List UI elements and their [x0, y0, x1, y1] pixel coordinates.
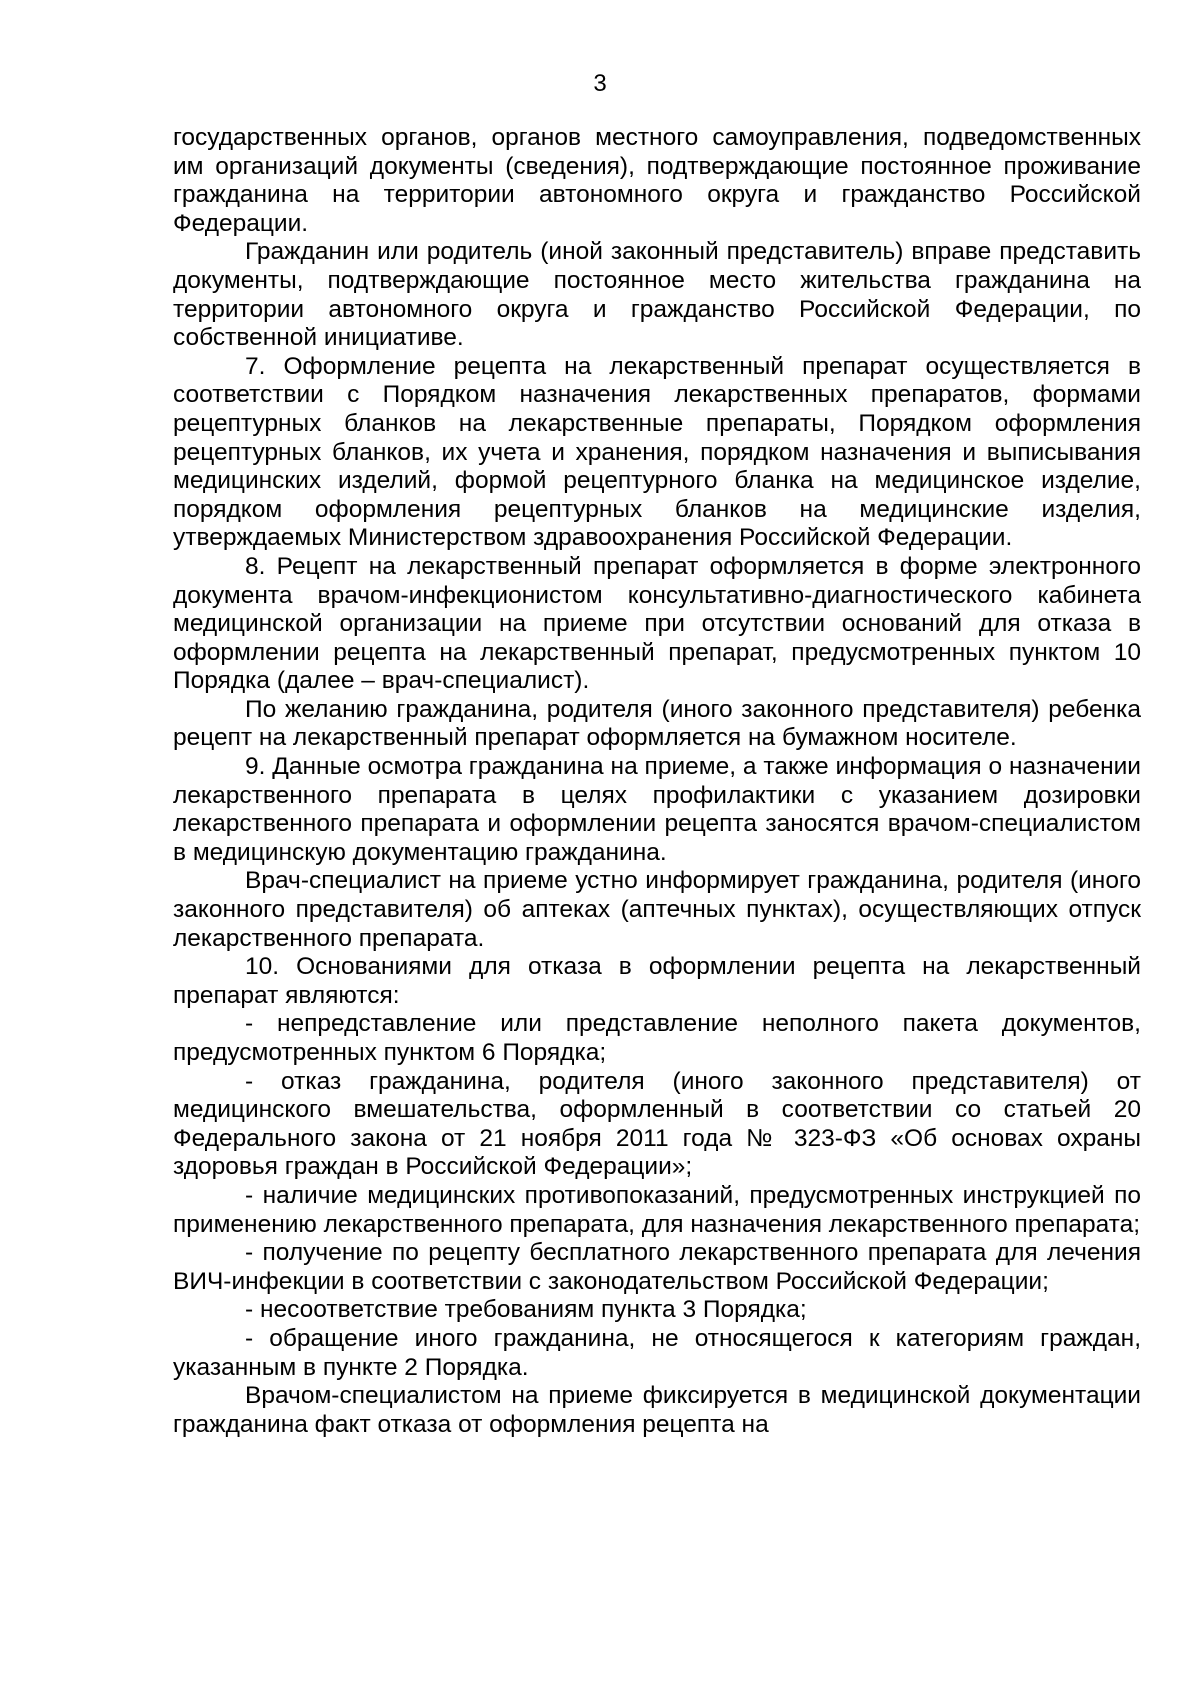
- paragraph: Врач-специалист на приеме устно информирует гражданина, родителя (иного законного представителя) об аптеках (аптечных пунктах), осуществляющих отпуск лекарственного препарата.: [173, 867, 1141, 952]
- paragraph-item-8: 8. Рецепт на лекарственный препарат оформляется в форме электронного документа врачом-инфекционистом консультативно-диагностического кабинета медицинской организации на приеме при отсутствии оснований для отказа в оформлении рецепта на лекарственный препарат, предусмотренных пунктом 10 Порядка (далее – врач-специалист).: [173, 552, 1141, 695]
- paragraph-item-9: 9. Данные осмотра гражданина на приеме, а также информация о назначении лекарственного препарата в целях профилактики с указанием дозировки лекарственного препарата и оформлении рецепта заносятся врачом-специалистом в медицинскую документацию гражданина.: [173, 753, 1141, 866]
- document-body: [173, 124, 1141, 1439]
- list-item: - получение по рецепту бесплатного лекарственного препарата для лечения ВИЧ-инфекции в соответствии с законодательством Российской Федерации;: [173, 1239, 1141, 1295]
- list-item: - отказ гражданина, родителя (иного законного представителя) от медицинского вмешательства, оформленный в соответствии со статьей 20 Федерального закона от 21 ноября 2011 года № 323-ФЗ «Об основах охраны здоровья граждан в Российской Федерации»;: [173, 1067, 1141, 1181]
- paragraph-continuation: государственных органов, органов местного самоуправления, подведомственных им организаций документы (сведения), подтверждающие постоянное проживание гражданина на территории автономного округа и гражданство Российской Федерации.: [173, 124, 1141, 237]
- list-item: - наличие медицинских противопоказаний, предусмотренных инструкцией по применению лекарственного препарата, для назначения лекарственного препарата;: [173, 1181, 1141, 1238]
- list-item: - обращение иного гражданина, не относящегося к категориям граждан, указанным в пункте 2 Порядка.: [173, 1324, 1141, 1381]
- list-item: - непредставление или представление неполного пакета документов, предусмотренных пунктом 6 Порядка;: [173, 1010, 1141, 1066]
- paragraph-item-7: 7. Оформление рецепта на лекарственный препарат осуществляется в соответствии с Порядком назначения лекарственных препаратов, формами рецептурных бланков на лекарственные препараты, Порядком оформления рецептурных бланков, их учета и хранения, порядком назначения и выписывания медицинских изделий, формой рецептурного бланка на медицинское изделие, порядком оформления рецептурных бланков на медицинские изделия, утверждаемых Министерством здравоохранения Российской Федерации.: [173, 352, 1141, 552]
- paragraph: Врачом-специалистом на приеме фиксируется в медицинской документации гражданина факт отказа от оформления рецепта на: [173, 1382, 1141, 1438]
- page-number: 3: [593, 70, 607, 97]
- paragraph: Гражданин или родитель (иной законный представитель) вправе представить документы, подтверждающие постоянное место жительства гражданина на территории автономного округа и гражданство Российской Федерации, по собственной инициативе.: [173, 238, 1141, 352]
- paragraph-item-10: 10. Основаниями для отказа в оформлении рецепта на лекарственный препарат являются:: [173, 953, 1141, 1009]
- paragraph: По желанию гражданина, родителя (иного законного представителя) ребенка рецепт на лекарственный препарат оформляется на бумажном носителе.: [173, 695, 1141, 752]
- list-item: - несоответствие требованиям пункта 3 Порядка;: [245, 1296, 807, 1324]
